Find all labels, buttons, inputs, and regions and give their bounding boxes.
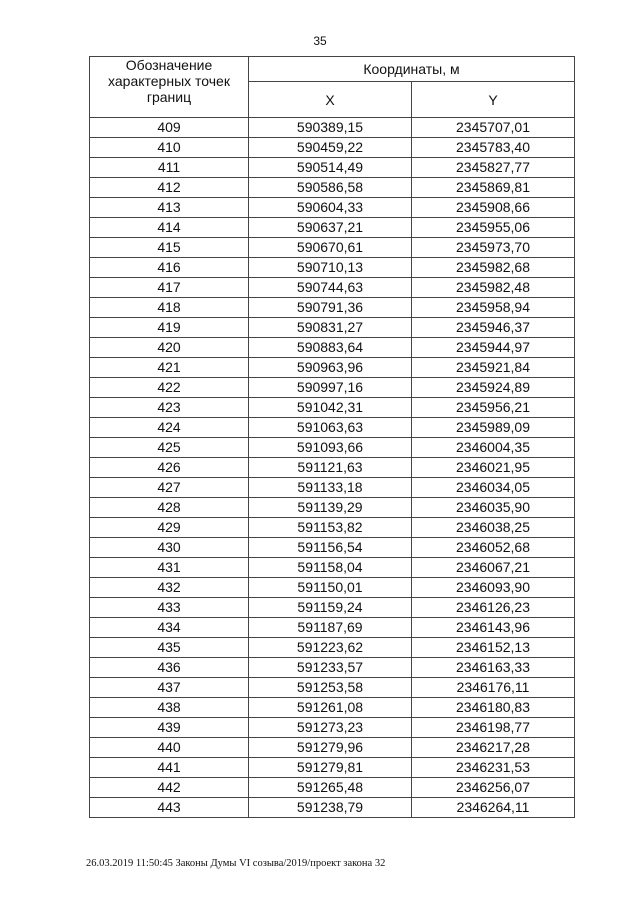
coordinates-table — [89, 56, 575, 818]
table-row — [90, 558, 575, 578]
x-coordinate-cell: 591261,08 — [249, 698, 412, 718]
point-id-cell: 418 — [90, 298, 249, 318]
y-coordinate-cell: 2346034,05 — [412, 478, 575, 498]
y-coordinate-cell: 2345982,68 — [412, 258, 575, 278]
point-id-cell: 415 — [90, 238, 249, 258]
point-id-cell: 432 — [90, 578, 249, 598]
x-coordinate-cell: 590459,22 — [249, 138, 412, 158]
y-coordinate-cell: 2346067,21 — [412, 558, 575, 578]
point-id-cell: 430 — [90, 538, 249, 558]
header-designation: Обозначение характерных точек границ — [90, 57, 249, 118]
x-coordinate-cell: 590997,16 — [249, 378, 412, 398]
x-coordinate-cell: 591238,79 — [249, 798, 412, 818]
y-coordinate-cell: 2346152,13 — [412, 638, 575, 658]
y-coordinate-cell: 2345783,40 — [412, 138, 575, 158]
point-id-cell: 435 — [90, 638, 249, 658]
x-coordinate-cell: 591279,96 — [249, 738, 412, 758]
header-coordinates: Координаты, м — [249, 57, 575, 82]
table-row — [90, 178, 575, 198]
point-id-cell: 434 — [90, 618, 249, 638]
point-id-cell: 412 — [90, 178, 249, 198]
y-coordinate-cell: 2345869,81 — [412, 178, 575, 198]
table-row — [90, 798, 575, 818]
x-coordinate-cell: 591265,48 — [249, 778, 412, 798]
document-footer: 26.03.2019 11:50:45 Законы Думы VI созыва/2019/проект закона 32 — [86, 858, 386, 869]
point-id-cell: 425 — [90, 438, 249, 458]
y-coordinate-cell: 2346176,11 — [412, 678, 575, 698]
x-coordinate-cell: 590883,64 — [249, 338, 412, 358]
x-coordinate-cell: 591273,23 — [249, 718, 412, 738]
point-id-cell: 413 — [90, 198, 249, 218]
y-coordinate-cell: 2345944,97 — [412, 338, 575, 358]
table-row — [90, 538, 575, 558]
y-coordinate-cell: 2345982,48 — [412, 278, 575, 298]
y-coordinate-cell: 2345827,77 — [412, 158, 575, 178]
table-row — [90, 158, 575, 178]
y-coordinate-cell: 2346256,07 — [412, 778, 575, 798]
table-row — [90, 718, 575, 738]
table-row — [90, 258, 575, 278]
x-coordinate-cell: 590963,96 — [249, 358, 412, 378]
point-id-cell: 424 — [90, 418, 249, 438]
table-header — [90, 57, 575, 118]
table-row — [90, 278, 575, 298]
y-coordinate-cell: 2345707,01 — [412, 118, 575, 138]
point-id-cell: 431 — [90, 558, 249, 578]
point-id-cell: 426 — [90, 458, 249, 478]
y-coordinate-cell: 2345989,09 — [412, 418, 575, 438]
x-coordinate-cell: 591159,24 — [249, 598, 412, 618]
table-row — [90, 238, 575, 258]
point-id-cell: 416 — [90, 258, 249, 278]
x-coordinate-cell: 591158,04 — [249, 558, 412, 578]
x-coordinate-cell: 591133,18 — [249, 478, 412, 498]
x-coordinate-cell: 590586,58 — [249, 178, 412, 198]
table-row — [90, 738, 575, 758]
point-id-cell: 429 — [90, 518, 249, 538]
x-coordinate-cell: 590831,27 — [249, 318, 412, 338]
x-coordinate-cell: 591253,58 — [249, 678, 412, 698]
y-coordinate-cell: 2346052,68 — [412, 538, 575, 558]
point-id-cell: 409 — [90, 118, 249, 138]
y-coordinate-cell: 2345956,21 — [412, 398, 575, 418]
x-coordinate-cell: 590604,33 — [249, 198, 412, 218]
table-row — [90, 378, 575, 398]
table-row — [90, 698, 575, 718]
table-row — [90, 618, 575, 638]
y-coordinate-cell: 2346180,83 — [412, 698, 575, 718]
table-body — [90, 118, 575, 818]
point-id-cell: 420 — [90, 338, 249, 358]
table-row — [90, 478, 575, 498]
y-coordinate-cell: 2346163,33 — [412, 658, 575, 678]
x-coordinate-cell: 591156,54 — [249, 538, 412, 558]
table-row — [90, 598, 575, 618]
table-row — [90, 358, 575, 378]
y-coordinate-cell: 2346217,28 — [412, 738, 575, 758]
point-id-cell: 411 — [90, 158, 249, 178]
x-coordinate-cell: 591233,57 — [249, 658, 412, 678]
x-coordinate-cell: 591153,82 — [249, 518, 412, 538]
point-id-cell: 410 — [90, 138, 249, 158]
table-row — [90, 218, 575, 238]
header-x: X — [249, 82, 412, 118]
y-coordinate-cell: 2346126,23 — [412, 598, 575, 618]
table-row — [90, 398, 575, 418]
table-row — [90, 418, 575, 438]
x-coordinate-cell: 591093,66 — [249, 438, 412, 458]
point-id-cell: 437 — [90, 678, 249, 698]
point-id-cell: 443 — [90, 798, 249, 818]
y-coordinate-cell: 2345924,89 — [412, 378, 575, 398]
point-id-cell: 441 — [90, 758, 249, 778]
y-coordinate-cell: 2346038,25 — [412, 518, 575, 538]
y-coordinate-cell: 2345955,06 — [412, 218, 575, 238]
x-coordinate-cell: 590670,61 — [249, 238, 412, 258]
table-row — [90, 138, 575, 158]
table-row — [90, 118, 575, 138]
x-coordinate-cell: 591187,69 — [249, 618, 412, 638]
y-coordinate-cell: 2346021,95 — [412, 458, 575, 478]
point-id-cell: 414 — [90, 218, 249, 238]
table-row — [90, 518, 575, 538]
y-coordinate-cell: 2346093,90 — [412, 578, 575, 598]
table-row — [90, 638, 575, 658]
y-coordinate-cell: 2346143,96 — [412, 618, 575, 638]
y-coordinate-cell: 2345973,70 — [412, 238, 575, 258]
x-coordinate-cell: 590710,13 — [249, 258, 412, 278]
x-coordinate-cell: 590744,63 — [249, 278, 412, 298]
table-row — [90, 658, 575, 678]
table-row — [90, 198, 575, 218]
table-row — [90, 778, 575, 798]
x-coordinate-cell: 590514,49 — [249, 158, 412, 178]
point-id-cell: 427 — [90, 478, 249, 498]
y-coordinate-cell: 2346231,53 — [412, 758, 575, 778]
x-coordinate-cell: 590637,21 — [249, 218, 412, 238]
page-number: 35 — [313, 34, 327, 48]
table-row — [90, 758, 575, 778]
x-coordinate-cell: 591121,63 — [249, 458, 412, 478]
table-row — [90, 318, 575, 338]
point-id-cell: 440 — [90, 738, 249, 758]
table-row — [90, 578, 575, 598]
x-coordinate-cell: 591150,01 — [249, 578, 412, 598]
table-row — [90, 678, 575, 698]
y-coordinate-cell: 2346004,35 — [412, 438, 575, 458]
x-coordinate-cell: 591063,63 — [249, 418, 412, 438]
y-coordinate-cell: 2346198,77 — [412, 718, 575, 738]
y-coordinate-cell: 2346264,11 — [412, 798, 575, 818]
point-id-cell: 442 — [90, 778, 249, 798]
table-row — [90, 438, 575, 458]
point-id-cell: 423 — [90, 398, 249, 418]
x-coordinate-cell: 591042,31 — [249, 398, 412, 418]
y-coordinate-cell: 2345921,84 — [412, 358, 575, 378]
point-id-cell: 433 — [90, 598, 249, 618]
header-y: Y — [412, 82, 575, 118]
y-coordinate-cell: 2345908,66 — [412, 198, 575, 218]
point-id-cell: 436 — [90, 658, 249, 678]
point-id-cell: 438 — [90, 698, 249, 718]
x-coordinate-cell: 591279,81 — [249, 758, 412, 778]
x-coordinate-cell: 590389,15 — [249, 118, 412, 138]
x-coordinate-cell: 591139,29 — [249, 498, 412, 518]
y-coordinate-cell: 2345958,94 — [412, 298, 575, 318]
table-row — [90, 458, 575, 478]
point-id-cell: 428 — [90, 498, 249, 518]
table-row — [90, 338, 575, 358]
table-row — [90, 298, 575, 318]
x-coordinate-cell: 591223,62 — [249, 638, 412, 658]
point-id-cell: 422 — [90, 378, 249, 398]
y-coordinate-cell: 2346035,90 — [412, 498, 575, 518]
point-id-cell: 421 — [90, 358, 249, 378]
table-row — [90, 498, 575, 518]
point-id-cell: 439 — [90, 718, 249, 738]
point-id-cell: 417 — [90, 278, 249, 298]
x-coordinate-cell: 590791,36 — [249, 298, 412, 318]
point-id-cell: 419 — [90, 318, 249, 338]
y-coordinate-cell: 2345946,37 — [412, 318, 575, 338]
